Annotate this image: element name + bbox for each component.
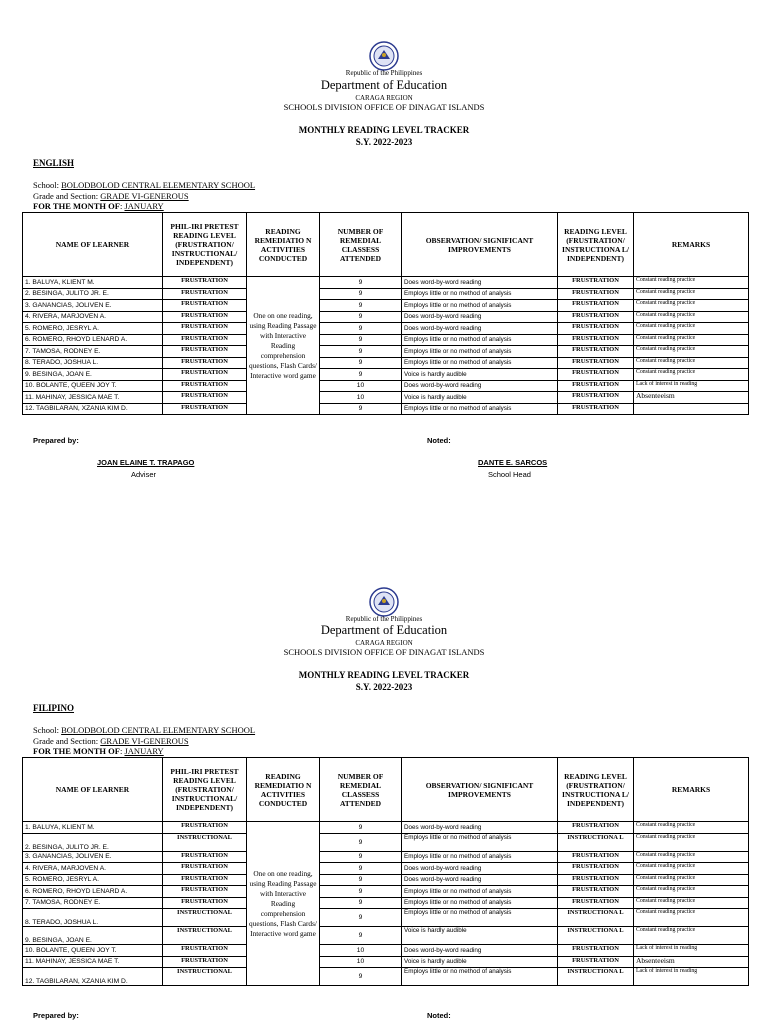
learner-name-cell: 1. BALUYA, KLIENT M. <box>23 822 163 834</box>
table-row <box>23 874 749 886</box>
table-row <box>23 277 749 289</box>
department-title: Department of Education <box>320 623 448 637</box>
reading-level-cell: FRUSTRATION <box>558 357 634 369</box>
remarks-cell: Constant reading practice <box>634 833 749 851</box>
classes-attended-cell: 9 <box>320 346 402 358</box>
tracker-page-filipino <box>0 545 768 1024</box>
pretest-level-cell: FRUSTRATION <box>163 874 247 886</box>
republic-text: Republic of the Philippines <box>345 69 423 77</box>
reading-level-cell: FRUSTRATION <box>558 300 634 312</box>
classes-attended-cell: 9 <box>320 323 402 335</box>
reading-level-cell: FRUSTRATION <box>558 403 634 415</box>
grade-section-label: Grade and Section: <box>33 191 101 201</box>
deped-seal-icon <box>369 587 399 617</box>
table-row <box>23 945 749 957</box>
classes-attended-cell: 9 <box>320 851 402 863</box>
classes-attended-cell: 9 <box>320 334 402 346</box>
reading-level-cell: FRUSTRATION <box>558 822 634 834</box>
observation-cell: Employs little or no method of analysis <box>402 288 558 300</box>
classes-attended-cell: 10 <box>320 956 402 968</box>
school-line <box>33 725 255 735</box>
pretest-level-cell: INSTRUCTIONAL <box>163 927 247 945</box>
pretest-level-cell: INSTRUCTIONAL <box>163 968 247 986</box>
tracker-page-english <box>0 0 768 500</box>
table-row <box>23 323 749 335</box>
observation-cell: Employs little or no method of analysis <box>402 886 558 898</box>
remarks-cell: Lack of interest in reading <box>634 945 749 957</box>
grade-section-line <box>33 191 189 201</box>
pretest-level-cell: FRUSTRATION <box>163 863 247 875</box>
classes-attended-cell: 9 <box>320 897 402 909</box>
observation-cell: Employs little or no method of analysis <box>402 334 558 346</box>
reading-level-cell: FRUSTRATION <box>558 945 634 957</box>
reading-level-cell: INSTRUCTIONA L <box>558 968 634 986</box>
col-header-remarks: REMARKS <box>634 758 749 822</box>
remarks-cell: Constant reading practice <box>634 334 749 346</box>
learner-name-cell: 11. MAHINAY, JESSICA MAE T. <box>23 392 163 404</box>
remediation-activities-cell: One on one reading, using Reading Passage with Interactive Reading comprehension questions, Flash Cards/ Interactive word game <box>247 277 320 415</box>
adviser-role: Adviser <box>131 470 157 479</box>
reading-level-cell: INSTRUCTIONA L <box>558 909 634 927</box>
pretest-level-cell: FRUSTRATION <box>163 403 247 415</box>
observation-cell: Employs little or no method of analysis <box>402 833 558 851</box>
col-header-name: NAME OF LEARNER <box>23 758 163 822</box>
reading-level-cell: FRUSTRATION <box>558 392 634 404</box>
observation-cell: Does word-by-word reading <box>402 822 558 834</box>
learner-name-cell: 1. BALUYA, KLIENT M. <box>23 277 163 289</box>
table-row <box>23 968 749 986</box>
classes-attended-cell: 9 <box>320 874 402 886</box>
month-line: FOR THE MONTH OF: JANUARY <box>33 746 164 756</box>
classes-attended-cell: 10 <box>320 945 402 957</box>
remarks-cell: Constant reading practice <box>634 323 749 335</box>
reading-level-cell: FRUSTRATION <box>558 346 634 358</box>
reading-level-cell: FRUSTRATION <box>558 277 634 289</box>
remediation-activities-cell: One on one reading, using Reading Passage with Interactive Reading comprehension questions, Flash Cards/ Interactive word game <box>247 822 320 986</box>
observation-cell: Does word-by-word reading <box>402 311 558 323</box>
pretest-level-cell: FRUSTRATION <box>163 945 247 957</box>
pretest-level-cell: FRUSTRATION <box>163 380 247 392</box>
classes-attended-cell: 9 <box>320 833 402 851</box>
pretest-level-cell: FRUSTRATION <box>163 346 247 358</box>
reading-level-cell: INSTRUCTIONA L <box>558 927 634 945</box>
reading-level-cell: FRUSTRATION <box>558 288 634 300</box>
classes-attended-cell: 9 <box>320 277 402 289</box>
observation-cell: Voice is hardly audible <box>402 956 558 968</box>
observation-cell: Does word-by-word reading <box>402 323 558 335</box>
remarks-cell: Constant reading practice <box>634 927 749 945</box>
pretest-level-cell: INSTRUCTIONAL <box>163 833 247 851</box>
remarks-cell: Constant reading practice <box>634 369 749 381</box>
pretest-level-cell: FRUSTRATION <box>163 334 247 346</box>
pretest-level-cell: FRUSTRATION <box>163 323 247 335</box>
table-row <box>23 863 749 875</box>
col-header-observation: OBSERVATION/ SIGNIFICANT IMPROVEMENTS <box>402 758 558 822</box>
remarks-cell: Constant reading practice <box>634 288 749 300</box>
table-row <box>23 833 749 851</box>
division-text: SCHOOLS DIVISION OFFICE OF DINAGAT ISLANDS <box>283 647 485 657</box>
observation-cell: Employs little or no method of analysis <box>402 403 558 415</box>
observation-cell: Employs little or no method of analysis <box>402 300 558 312</box>
remarks-cell: Constant reading practice <box>634 311 749 323</box>
remarks-cell: Constant reading practice <box>634 863 749 875</box>
remarks-cell: Constant reading practice <box>634 277 749 289</box>
reading-level-cell: FRUSTRATION <box>558 874 634 886</box>
subject-label: FILIPINO <box>33 703 75 713</box>
school-label: School: <box>33 725 62 735</box>
classes-attended-cell: 9 <box>320 369 402 381</box>
prepared-by-label: Prepared by: <box>33 436 79 445</box>
observation-cell: Employs little or no method of analysis <box>402 909 558 927</box>
learner-name-cell: 2. BESINGA, JULITO JR. E. <box>23 288 163 300</box>
classes-attended-cell: 9 <box>320 403 402 415</box>
observation-cell: Employs little or no method of analysis <box>402 346 558 358</box>
school-year: S.Y. 2022-2023 <box>355 682 413 692</box>
table-row <box>23 897 749 909</box>
col-header-name: NAME OF LEARNER <box>23 213 163 277</box>
division-text: SCHOOLS DIVISION OFFICE OF DINAGAT ISLANDS <box>283 102 485 112</box>
pretest-level-cell: FRUSTRATION <box>163 897 247 909</box>
observation-cell: Voice is hardly audible <box>402 927 558 945</box>
table-row <box>23 822 749 834</box>
school-head-role: School Head <box>488 470 531 479</box>
learner-name-cell: 11. MAHINAY, JESSICA MAE T. <box>23 956 163 968</box>
observation-cell: Voice is hardly audible <box>402 392 558 404</box>
reading-level-cell: INSTRUCTIONA L <box>558 833 634 851</box>
observation-cell: Employs little or no method of analysis <box>402 897 558 909</box>
tracker-table-english <box>22 212 749 415</box>
remarks-cell: Constant reading practice <box>634 822 749 834</box>
learner-name-cell: 8. TERADO, JOSHUA L. <box>23 909 163 927</box>
pretest-level-cell: FRUSTRATION <box>163 277 247 289</box>
observation-cell: Does word-by-word reading <box>402 380 558 392</box>
month-label: FOR THE MONTH OF <box>33 746 120 756</box>
remarks-cell: Constant reading practice <box>634 357 749 369</box>
table-row <box>23 300 749 312</box>
school-label: School: <box>33 180 62 190</box>
department-title: Department of Education <box>320 78 448 92</box>
month-line: FOR THE MONTH OF: JANUARY <box>33 201 164 211</box>
pretest-level-cell: FRUSTRATION <box>163 357 247 369</box>
classes-attended-cell: 10 <box>320 380 402 392</box>
learner-name-cell: 4. RIVERA, MARJOVEN A. <box>23 311 163 323</box>
col-header-observation: OBSERVATION/ SIGNIFICANT IMPROVEMENTS <box>402 213 558 277</box>
grade-section-value: GRADE VI-GENEROUS <box>100 736 189 746</box>
learner-name-cell: 12. TAGBILARAN, XZANIA KIM D. <box>23 403 163 415</box>
table-row <box>23 288 749 300</box>
remarks-cell: Constant reading practice <box>634 886 749 898</box>
reading-level-cell: FRUSTRATION <box>558 956 634 968</box>
region-text: CARAGA REGION <box>355 639 413 647</box>
table-row <box>23 927 749 945</box>
reading-level-cell: FRUSTRATION <box>558 897 634 909</box>
col-header-classes: NUMBER OF REMEDIAL CLASSESS ATTENDED <box>320 758 402 822</box>
tracker-title: MONTHLY READING LEVEL TRACKER <box>298 670 470 680</box>
pretest-level-cell: INSTRUCTIONAL <box>163 909 247 927</box>
table-row <box>23 311 749 323</box>
remarks-cell <box>634 403 749 415</box>
pretest-level-cell: FRUSTRATION <box>163 288 247 300</box>
noted-label: Noted: <box>427 1011 451 1020</box>
deped-seal-icon <box>369 41 399 71</box>
remarks-cell: Constant reading practice <box>634 346 749 358</box>
pretest-level-cell: FRUSTRATION <box>163 822 247 834</box>
tracker-table-filipino <box>22 757 749 986</box>
observation-cell: Employs little or no method of analysis <box>402 851 558 863</box>
remarks-cell: Constant reading practice <box>634 897 749 909</box>
school-line <box>33 180 255 190</box>
republic-text: Republic of the Philippines <box>345 615 423 623</box>
learner-name-cell: 6. ROMERO, RHOYD LENARD A. <box>23 886 163 898</box>
month-label: FOR THE MONTH OF <box>33 201 120 211</box>
col-header-remarks: REMARKS <box>634 213 749 277</box>
grade-section-line <box>33 736 189 746</box>
table-row <box>23 357 749 369</box>
learner-name-cell: 4. RIVERA, MARJOVEN A. <box>23 863 163 875</box>
school-value: BOLODBOLOD CENTRAL ELEMENTARY SCHOOL <box>61 725 256 735</box>
reading-level-cell: FRUSTRATION <box>558 851 634 863</box>
remarks-cell: Constant reading practice <box>634 909 749 927</box>
learner-name-cell: 12. TAGBILARAN, XZANIA KIM D. <box>23 968 163 986</box>
col-header-classes: NUMBER OF REMEDIAL CLASSESS ATTENDED <box>320 213 402 277</box>
prepared-by-label: Prepared by: <box>33 1011 79 1020</box>
subject-label: ENGLISH <box>33 158 75 168</box>
table-row <box>23 346 749 358</box>
classes-attended-cell: 9 <box>320 300 402 312</box>
observation-cell: Does word-by-word reading <box>402 945 558 957</box>
table-row <box>23 403 749 415</box>
classes-attended-cell: 9 <box>320 968 402 986</box>
learner-name-cell: 9. BESINGA, JOAN E. <box>23 369 163 381</box>
table-row <box>23 886 749 898</box>
observation-cell: Voice is hardly audible <box>402 369 558 381</box>
learner-name-cell: 6. ROMERO, RHOYD LENARD A. <box>23 334 163 346</box>
col-header-activities: READING REMEDIATIO N ACTIVITIES CONDUCTED <box>247 758 320 822</box>
pretest-level-cell: FRUSTRATION <box>163 369 247 381</box>
learner-name-cell: 5. ROMERO, JESRYL A. <box>23 874 163 886</box>
school-year: S.Y. 2022-2023 <box>355 137 413 147</box>
month-value: JANUARY <box>124 201 164 211</box>
classes-attended-cell: 9 <box>320 863 402 875</box>
tracker-title: MONTHLY READING LEVEL TRACKER <box>298 125 470 135</box>
observation-cell: Employs little or no method of analysis <box>402 968 558 986</box>
remarks-cell: Constant reading practice <box>634 851 749 863</box>
col-header-level: READING LEVEL (FRUSTRATION/ INSTRUCTIONA L/ INDEPENDENT) <box>558 213 634 277</box>
table-row <box>23 909 749 927</box>
pretest-level-cell: FRUSTRATION <box>163 851 247 863</box>
table-row <box>23 851 749 863</box>
pretest-level-cell: FRUSTRATION <box>163 300 247 312</box>
classes-attended-cell: 9 <box>320 311 402 323</box>
learner-name-cell: 8. TERADO, JOSHUA L. <box>23 357 163 369</box>
grade-section-label: Grade and Section: <box>33 736 101 746</box>
remarks-cell: Constant reading practice <box>634 300 749 312</box>
table-row <box>23 956 749 968</box>
reading-level-cell: FRUSTRATION <box>558 886 634 898</box>
classes-attended-cell: 9 <box>320 909 402 927</box>
remarks-cell: Absenteeism <box>634 392 749 404</box>
table-row <box>23 380 749 392</box>
col-header-pretest: PHIL-IRI PRETEST READING LEVEL (FRUSTRATION/ INSTRUCTIONAL/ INDEPENDENT) <box>163 758 247 822</box>
school-head-name: DANTE E. SARCOS <box>478 458 548 467</box>
classes-attended-cell: 9 <box>320 288 402 300</box>
remarks-cell: Absenteeism <box>634 956 749 968</box>
learner-name-cell: 10. BOLANTE, QUEEN JOY T. <box>23 380 163 392</box>
classes-attended-cell: 9 <box>320 357 402 369</box>
learner-name-cell: 7. TAMOSA, RODNEY E. <box>23 346 163 358</box>
region-text: CARAGA REGION <box>355 94 413 102</box>
remarks-cell: Lack of interest in reading <box>634 968 749 986</box>
reading-level-cell: FRUSTRATION <box>558 863 634 875</box>
col-header-activities: READING REMEDIATIO N ACTIVITIES CONDUCTED <box>247 213 320 277</box>
table-row <box>23 334 749 346</box>
learner-name-cell: 5. ROMERO, JESRYL A. <box>23 323 163 335</box>
adviser-name: JOAN ELAINE T. TRAPAGO <box>97 458 195 467</box>
observation-cell: Does word-by-word reading <box>402 277 558 289</box>
noted-label: Noted: <box>427 436 451 445</box>
reading-level-cell: FRUSTRATION <box>558 334 634 346</box>
month-value: JANUARY <box>124 746 164 756</box>
pretest-level-cell: FRUSTRATION <box>163 886 247 898</box>
table-row <box>23 392 749 404</box>
pretest-level-cell: FRUSTRATION <box>163 956 247 968</box>
remarks-cell: Lack of interest in reading <box>634 380 749 392</box>
classes-attended-cell: 9 <box>320 927 402 945</box>
col-header-pretest: PHIL-IRI PRETEST READING LEVEL (FRUSTRATION/ INSTRUCTIONAL/ INDEPENDENT) <box>163 213 247 277</box>
observation-cell: Does word-by-word reading <box>402 874 558 886</box>
reading-level-cell: FRUSTRATION <box>558 380 634 392</box>
learner-name-cell: 9. BESINGA, JOAN E. <box>23 927 163 945</box>
reading-level-cell: FRUSTRATION <box>558 369 634 381</box>
learner-name-cell: 10. BOLANTE, QUEEN JOY T. <box>23 945 163 957</box>
classes-attended-cell: 10 <box>320 392 402 404</box>
classes-attended-cell: 9 <box>320 886 402 898</box>
col-header-level: READING LEVEL (FRUSTRATION/ INSTRUCTIONA L/ INDEPENDENT) <box>558 758 634 822</box>
learner-name-cell: 7. TAMOSA, RODNEY E. <box>23 897 163 909</box>
reading-level-cell: FRUSTRATION <box>558 323 634 335</box>
learner-name-cell: 2. BESINGA, JULITO JR. E. <box>23 833 163 851</box>
classes-attended-cell: 9 <box>320 822 402 834</box>
remarks-cell: Constant reading practice <box>634 874 749 886</box>
reading-level-cell: FRUSTRATION <box>558 311 634 323</box>
school-value: BOLODBOLOD CENTRAL ELEMENTARY SCHOOL <box>61 180 256 190</box>
learner-name-cell: 3. GANANCIAS, JOLIVEN E. <box>23 300 163 312</box>
learner-name-cell: 3. GANANCIAS, JOLIVEN E. <box>23 851 163 863</box>
pretest-level-cell: FRUSTRATION <box>163 311 247 323</box>
pretest-level-cell: FRUSTRATION <box>163 392 247 404</box>
grade-section-value: GRADE VI-GENEROUS <box>100 191 189 201</box>
table-row <box>23 369 749 381</box>
observation-cell: Does word-by-word reading <box>402 863 558 875</box>
observation-cell: Employs little or no method of analysis <box>402 357 558 369</box>
